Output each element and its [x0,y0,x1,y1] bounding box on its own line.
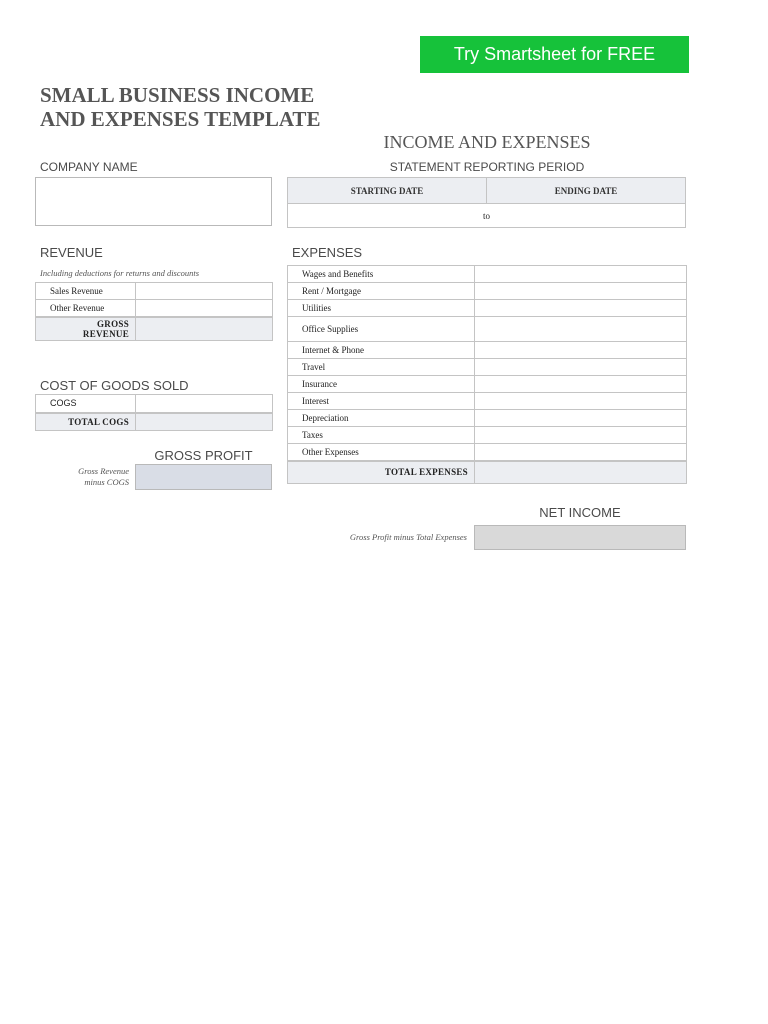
income-expenses-heading: INCOME AND EXPENSES [383,132,591,152]
net-income-note: Gross Profit minus Total Expenses [349,532,467,542]
other-revenue-label: Other Revenue [36,300,136,317]
total-cogs-value[interactable] [136,413,273,431]
table-row [36,395,273,413]
gross-revenue-value[interactable] [136,317,273,341]
gross-profit-label: GROSS PROFIT [154,448,253,463]
net-income-value[interactable] [474,525,686,550]
company-name-label: COMPANY NAME [40,160,138,174]
expense-label-taxes: Taxes [288,427,475,444]
expense-label-travel: Travel [288,359,475,376]
expense-value-travel[interactable] [475,359,687,376]
expense-label-other: Other Expenses [288,444,475,461]
gross-profit-note [40,466,129,488]
gross-revenue-label-line-2: REVENUE [82,328,129,339]
period-label: STATEMENT REPORTING PERIOD [389,160,585,174]
revenue-label: REVENUE [40,245,103,260]
expense-value-other[interactable] [475,444,687,461]
table-row [288,410,687,427]
total-expenses-value[interactable] [475,461,687,484]
other-revenue-value[interactable] [136,300,273,317]
expense-value-interest[interactable] [475,393,687,410]
ending-date-header: ENDING DATE [487,178,686,204]
revenue-note: Including deductions for returns and discounts [40,268,200,278]
expense-value-wages[interactable] [475,266,687,283]
total-expenses-label: TOTAL EXPENSES [288,461,475,484]
expense-value-depreciation[interactable] [475,410,687,427]
expense-label-utilities: Utilities [288,300,475,317]
table-row [288,444,687,461]
try-smartsheet-button[interactable]: Try Smartsheet for FREE [420,36,689,73]
title-line-1: SMALL BUSINESS INCOME [40,83,315,107]
total-cogs-row [36,413,273,431]
gross-revenue-row [36,317,273,341]
page-title [40,83,360,131]
expense-label-internet-phone: Internet & Phone [288,342,475,359]
expense-label-rent: Rent / Mortgage [288,283,475,300]
period-separator[interactable]: to [288,204,686,228]
gross-profit-value[interactable] [135,464,272,490]
cogs-label: COGS [36,395,136,413]
expense-value-insurance[interactable] [475,376,687,393]
table-row [288,376,687,393]
revenue-table [35,282,273,341]
gross-revenue-label [36,317,136,341]
expense-value-office-supplies[interactable] [475,317,687,342]
expenses-table [287,265,687,484]
expense-value-rent[interactable] [475,283,687,300]
expense-value-utilities[interactable] [475,300,687,317]
gross-profit-note-line-1: Gross Revenue [78,466,129,476]
gross-revenue-label-line-1: GROSS [96,318,129,329]
period-table [287,177,686,228]
expense-value-taxes[interactable] [475,427,687,444]
table-row [288,427,687,444]
table-row [288,317,687,342]
table-row [288,359,687,376]
expense-label-insurance: Insurance [288,376,475,393]
total-cogs-label: TOTAL COGS [36,413,136,431]
expense-label-wages: Wages and Benefits [288,266,475,283]
company-name-field[interactable] [35,177,272,226]
table-row [288,266,687,283]
table-row [288,393,687,410]
cogs-section-label: COST OF GOODS SOLD [40,378,189,393]
sales-revenue-value[interactable] [136,283,273,300]
starting-date-header: STARTING DATE [288,178,487,204]
expenses-label: EXPENSES [292,245,363,260]
table-row [288,342,687,359]
expense-label-depreciation: Depreciation [288,410,475,427]
total-expenses-row [288,461,687,484]
cogs-table [35,394,273,431]
expense-label-office-supplies: Office Supplies [288,317,475,342]
table-row [36,300,273,317]
gross-profit-note-line-2: minus COGS [84,477,129,487]
cogs-value[interactable] [136,395,273,413]
expense-value-internet-phone[interactable] [475,342,687,359]
expense-label-interest: Interest [288,393,475,410]
title-line-2: AND EXPENSES TEMPLATE [40,107,321,131]
table-row [288,300,687,317]
net-income-label: NET INCOME [539,505,621,520]
table-row [288,283,687,300]
table-row [36,283,273,300]
sales-revenue-label: Sales Revenue [36,283,136,300]
